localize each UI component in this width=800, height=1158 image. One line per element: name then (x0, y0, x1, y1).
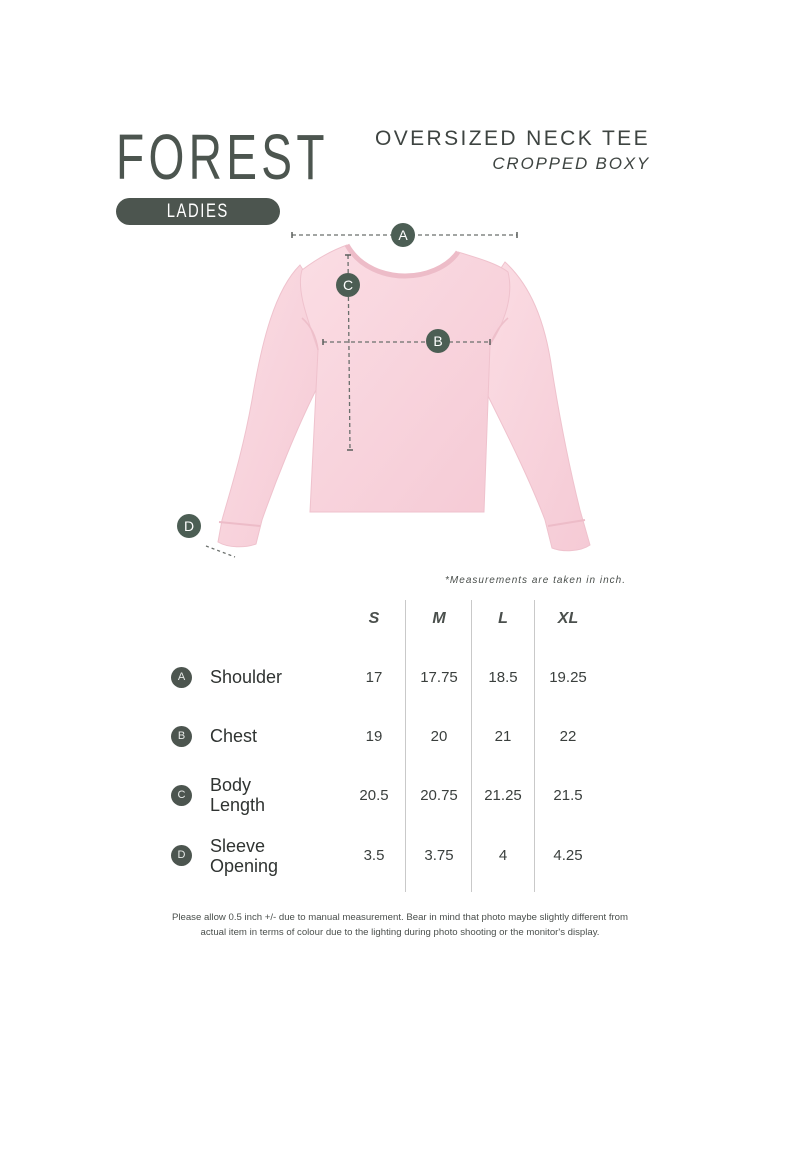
row-badge-d: D (171, 845, 192, 866)
size-header-xl: XL (557, 610, 579, 627)
disclaimer-line1: Please allow 0.5 inch +/- due to manual measurement. Bear in mind that photo maybe slightly different from (171, 912, 629, 923)
size-header-m: M (432, 610, 446, 627)
cell-xl: 4.25 (553, 847, 583, 864)
marker-b: B (426, 329, 450, 353)
row-label-line2: Length (210, 795, 266, 815)
row-label-text: Shoulder (210, 667, 283, 687)
brand-name: FOREST (116, 121, 329, 193)
disclaimer-line2: actual item in terms of colour due to the lighting during photo shooting or the monitor's display. (200, 927, 600, 938)
cell-l: 21 (494, 728, 512, 745)
marker-c: C (336, 273, 360, 297)
measurement-unit-note: *Measurements are taken in inch. (445, 575, 626, 586)
size-header-s: S (368, 610, 380, 627)
cell-l: 21.25 (484, 787, 522, 804)
cell-m: 20 (430, 728, 448, 745)
row-label (210, 836, 278, 876)
row-label (210, 726, 257, 746)
marker-a: A (391, 223, 415, 247)
cell-s: 20.5 (359, 787, 389, 804)
cell-s: 17 (365, 669, 383, 686)
cell-m: 3.75 (424, 847, 454, 864)
size-table (0, 600, 800, 892)
marker-d: D (177, 514, 201, 538)
brand-line-label: LADIES (166, 201, 230, 222)
cell-m: 20.75 (420, 787, 458, 804)
row-badge-b: B (171, 726, 192, 747)
row-label-line1: Body (210, 775, 252, 795)
cell-l: 4 (498, 847, 508, 864)
row-label (210, 775, 265, 815)
row-label-line1: Sleeve (210, 836, 266, 856)
cell-s: 19 (365, 728, 383, 745)
product-name: OVERSIZED NECK TEE (374, 127, 650, 150)
row-label-line2: Opening (210, 856, 279, 876)
cell-xl: 21.5 (553, 787, 583, 804)
cell-xl: 19.25 (549, 669, 587, 686)
size-header-l: L (498, 610, 508, 627)
cell-m: 17.75 (420, 669, 458, 686)
row-badge-a: A (171, 667, 192, 688)
row-badge-c: C (171, 785, 192, 806)
disclaimer (100, 910, 700, 940)
product-subtitle: CROPPED BOXY (492, 154, 650, 173)
cell-xl: 22 (559, 728, 577, 745)
cell-l: 18.5 (488, 669, 518, 686)
cell-s: 3.5 (363, 847, 385, 864)
row-label-text: Chest (210, 726, 258, 746)
row-label (210, 667, 282, 687)
